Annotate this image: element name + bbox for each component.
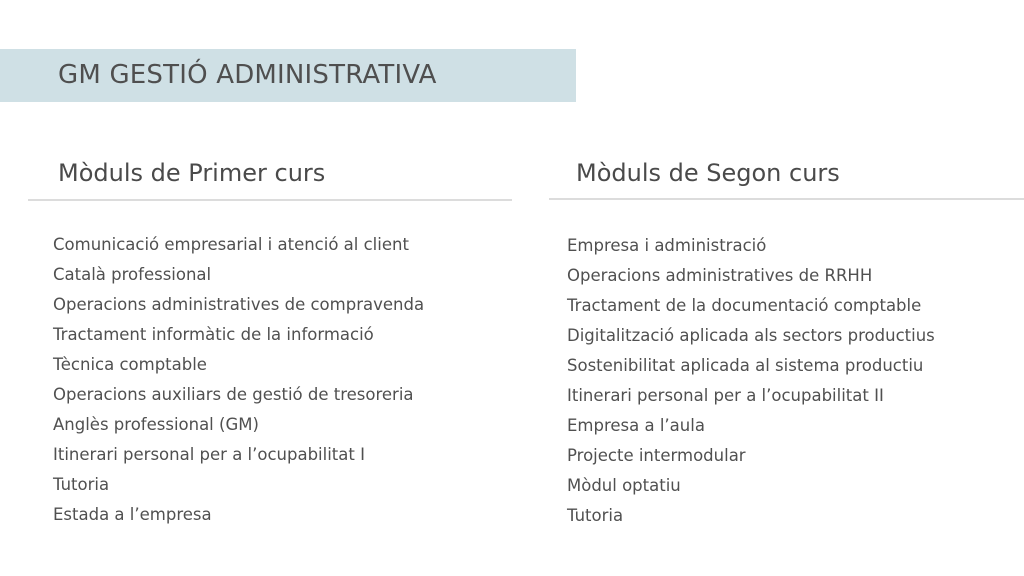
list-item: Digitalització aplicada als sectors productius <box>567 326 935 345</box>
list-item: Tractament de la documentació comptable <box>567 296 922 315</box>
first-year-heading: Mòduls de Primer curs <box>58 159 326 187</box>
page-title: GM GESTIÓ ADMINISTRATIVA <box>58 60 437 90</box>
list-item: Mòdul optatiu <box>567 476 681 495</box>
list-item: Operacions auxiliars de gestió de tresoreria <box>53 385 414 404</box>
list-item: Itinerari personal per a l’ocupabilitat I <box>53 445 365 464</box>
first-year-module-list <box>53 233 424 533</box>
second-year-module-list <box>567 234 935 534</box>
list-item: Operacions administratives de RRHH <box>567 266 873 285</box>
list-item: Català professional <box>53 265 212 284</box>
list-item: Anglès professional (GM) <box>53 415 259 434</box>
list-item: Empresa i administració <box>567 236 767 255</box>
list-item: Tutoria <box>567 506 624 525</box>
list-item: Tècnica comptable <box>53 355 207 374</box>
second-year-heading: Mòduls de Segon curs <box>576 159 840 187</box>
list-item: Estada a l’empresa <box>53 505 212 524</box>
second-year-divider <box>549 198 1024 200</box>
first-year-divider <box>28 199 512 201</box>
list-item: Projecte intermodular <box>567 446 746 465</box>
list-item: Sostenibilitat aplicada al sistema productiu <box>567 356 924 375</box>
list-item: Tutoria <box>53 475 110 494</box>
list-item: Comunicació empresarial i atenció al client <box>53 235 409 254</box>
list-item: Empresa a l’aula <box>567 416 705 435</box>
list-item: Operacions administratives de compravenda <box>53 295 425 314</box>
list-item: Tractament informàtic de la informació <box>53 325 374 344</box>
title-banner <box>0 49 576 102</box>
list-item: Itinerari personal per a l’ocupabilitat II <box>567 386 884 405</box>
